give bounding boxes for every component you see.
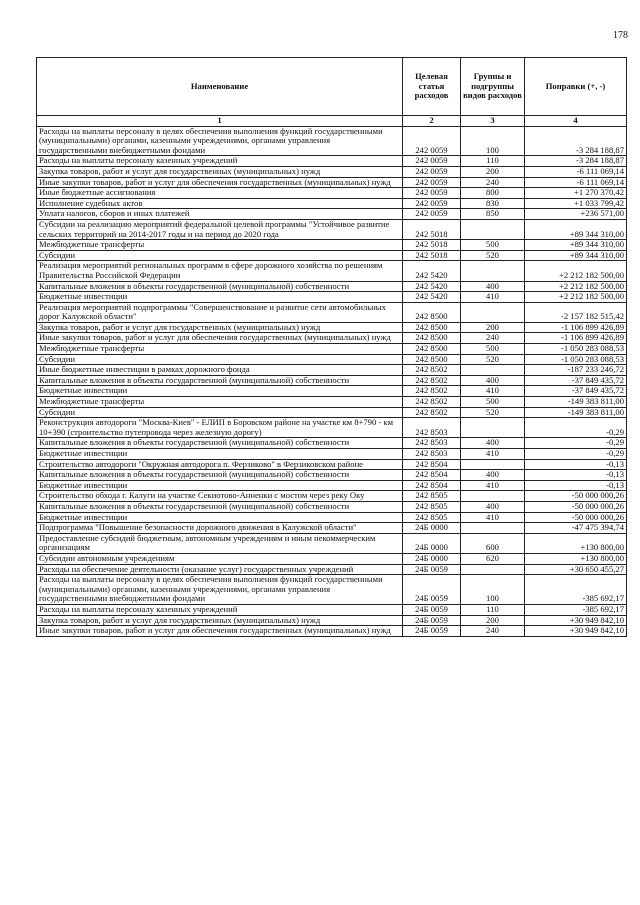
row-amount: -1 106 899 426,89 <box>525 322 627 333</box>
row-name: Бюджетные инвестиции <box>37 512 403 523</box>
table-row <box>37 344 627 355</box>
table-row <box>37 219 627 239</box>
table-row <box>37 386 627 397</box>
row-group: 400 <box>461 470 525 481</box>
row-amount: +89 344 310,00 <box>525 219 627 239</box>
row-amount: -3 284 188,87 <box>525 126 627 156</box>
row-code: 24Б 0059 <box>403 626 461 637</box>
column-number: 1 <box>37 116 403 127</box>
column-number: 2 <box>403 116 461 127</box>
row-amount: -50 000 000,26 <box>525 501 627 512</box>
row-amount: -149 383 811,00 <box>525 407 627 418</box>
row-amount: -50 000 000,26 <box>525 491 627 502</box>
row-amount: -2 157 182 515,42 <box>525 302 627 322</box>
row-group: 200 <box>461 322 525 333</box>
table-row <box>37 501 627 512</box>
row-group: 200 <box>461 166 525 177</box>
row-amount: +89 344 310,00 <box>525 250 627 261</box>
row-group: 400 <box>461 281 525 292</box>
row-group: 410 <box>461 449 525 460</box>
row-name: Иные закупки товаров, работ и услуг для обеспечения государственных (муниципальных) нужд <box>37 626 403 637</box>
row-code: 24Б 0059 <box>403 604 461 615</box>
table-row <box>37 480 627 491</box>
row-code: 242 8505 <box>403 512 461 523</box>
row-group: 400 <box>461 438 525 449</box>
row-group: 240 <box>461 626 525 637</box>
row-name: Реконструкция автодороги "Москва-Киев" - ЕЛИП в Боровском районе на участке км 8+790 - км 10+390 (строительство путепровода через железную дорогу) <box>37 418 403 438</box>
row-group: 520 <box>461 407 525 418</box>
table-row <box>37 333 627 344</box>
header-code: Целевая статья расходов <box>403 58 461 116</box>
row-name: Бюджетные инвестиции <box>37 292 403 303</box>
row-amount: +236 571,00 <box>525 209 627 220</box>
row-code: 242 8502 <box>403 365 461 376</box>
row-code: 242 0059 <box>403 126 461 156</box>
table-row <box>37 281 627 292</box>
table-row <box>37 553 627 564</box>
row-code: 242 8500 <box>403 344 461 355</box>
row-amount: +30 949 842,10 <box>525 615 627 626</box>
row-code: 242 5018 <box>403 250 461 261</box>
row-amount: +1 033 799,42 <box>525 198 627 209</box>
row-code: 242 0059 <box>403 166 461 177</box>
table-row <box>37 126 627 156</box>
row-code: 242 8502 <box>403 407 461 418</box>
row-group: 400 <box>461 375 525 386</box>
row-group <box>461 418 525 438</box>
row-code: 242 0059 <box>403 177 461 188</box>
row-code: 24Б 0000 <box>403 553 461 564</box>
row-code: 24Б 0059 <box>403 564 461 575</box>
table-row <box>37 418 627 438</box>
budget-amendments-table <box>36 57 627 637</box>
row-code: 242 8503 <box>403 449 461 460</box>
row-group: 100 <box>461 126 525 156</box>
row-group: 850 <box>461 209 525 220</box>
row-group: 520 <box>461 250 525 261</box>
row-name: Межбюджетные трансферты <box>37 397 403 408</box>
row-name: Расходы на выплаты персоналу в целях обеспечения выполнения функций государственными (муниципальными) органами, казенными учреждениями, органами управления государственными внебюджетными фондами <box>37 126 403 156</box>
row-name: Субсидии <box>37 250 403 261</box>
row-code: 242 5420 <box>403 292 461 303</box>
header-group: Группы и подгруппы видов расходов <box>461 58 525 116</box>
row-name: Капитальные вложения в объекты государственной (муниципальной) собственности <box>37 501 403 512</box>
page-number: 178 <box>613 30 628 41</box>
table-row <box>37 615 627 626</box>
row-group <box>461 365 525 376</box>
row-group <box>461 302 525 322</box>
table-row <box>37 512 627 523</box>
table-row <box>37 407 627 418</box>
row-code: 242 8500 <box>403 333 461 344</box>
row-name: Подпрограмма "Повышение безопасности дорожного движения в Калужской области" <box>37 523 403 534</box>
column-number: 3 <box>461 116 525 127</box>
row-code: 24Б 0059 <box>403 575 461 605</box>
table-row <box>37 177 627 188</box>
row-amount: -37 849 435,72 <box>525 375 627 386</box>
row-code: 242 8504 <box>403 480 461 491</box>
row-code: 242 8503 <box>403 438 461 449</box>
row-name: Бюджетные инвестиции <box>37 449 403 460</box>
row-code: 242 8500 <box>403 302 461 322</box>
table-row <box>37 397 627 408</box>
table-row <box>37 292 627 303</box>
row-amount: -0,29 <box>525 449 627 460</box>
table-row <box>37 491 627 502</box>
row-code: 24Б 0000 <box>403 533 461 553</box>
table-row <box>37 198 627 209</box>
row-group: 620 <box>461 553 525 564</box>
row-amount: -1 050 283 088,53 <box>525 354 627 365</box>
row-group: 100 <box>461 575 525 605</box>
row-code: 242 0059 <box>403 188 461 199</box>
row-name: Субсидии <box>37 407 403 418</box>
table-row <box>37 533 627 553</box>
row-group: 240 <box>461 177 525 188</box>
row-name: Субсидии автономным учреждениям <box>37 553 403 564</box>
row-group: 410 <box>461 386 525 397</box>
table-row <box>37 470 627 481</box>
row-name: Бюджетные инвестиции <box>37 480 403 491</box>
row-group: 410 <box>461 292 525 303</box>
column-number-row <box>37 116 627 127</box>
row-name: Предоставление субсидий бюджетным, автономным учреждениям и иным некоммерческим организациям <box>37 533 403 553</box>
row-amount: -3 284 188,87 <box>525 156 627 167</box>
row-code: 24Б 0000 <box>403 523 461 534</box>
row-group: 400 <box>461 501 525 512</box>
row-group <box>461 564 525 575</box>
table-row <box>37 604 627 615</box>
row-amount: -0,13 <box>525 470 627 481</box>
row-group: 110 <box>461 604 525 615</box>
row-group: 410 <box>461 480 525 491</box>
row-amount: -47 475 394,74 <box>525 523 627 534</box>
row-amount: -6 111 069,14 <box>525 177 627 188</box>
row-code: 242 5420 <box>403 261 461 281</box>
table-row <box>37 354 627 365</box>
row-amount: -50 000 000,26 <box>525 512 627 523</box>
row-amount: -0,13 <box>525 480 627 491</box>
row-group <box>461 219 525 239</box>
row-amount: +130 800,00 <box>525 553 627 564</box>
row-code: 242 8502 <box>403 386 461 397</box>
row-code: 242 8502 <box>403 375 461 386</box>
row-code: 242 8500 <box>403 354 461 365</box>
row-name: Строительство обхода г. Калуги на участке Секиотово-Анненки с мостом через реку Оку <box>37 491 403 502</box>
row-name: Бюджетные инвестиции <box>37 386 403 397</box>
row-name: Капитальные вложения в объекты государственной (муниципальной) собственности <box>37 375 403 386</box>
table-row <box>37 240 627 251</box>
row-name: Иные закупки товаров, работ и услуг для обеспечения государственных (муниципальных) нужд <box>37 177 403 188</box>
row-amount: -0,29 <box>525 438 627 449</box>
row-group: 500 <box>461 344 525 355</box>
row-amount: -385 692,17 <box>525 604 627 615</box>
table-row <box>37 250 627 261</box>
row-group: 410 <box>461 512 525 523</box>
row-name: Расходы на обеспечение деятельности (оказание услуг) государственных учреждений <box>37 564 403 575</box>
table-row <box>37 365 627 376</box>
row-code: 242 8500 <box>403 322 461 333</box>
row-group <box>461 523 525 534</box>
row-group: 600 <box>461 533 525 553</box>
table-row <box>37 166 627 177</box>
table-row <box>37 322 627 333</box>
row-amount: -1 106 899 426,89 <box>525 333 627 344</box>
row-group <box>461 261 525 281</box>
row-name: Иные бюджетные ассигнования <box>37 188 403 199</box>
column-number: 4 <box>525 116 627 127</box>
row-name: Субсидии <box>37 354 403 365</box>
table-row <box>37 626 627 637</box>
row-amount: -37 849 435,72 <box>525 386 627 397</box>
row-group: 520 <box>461 354 525 365</box>
row-code: 24Б 0059 <box>403 615 461 626</box>
row-code: 242 8504 <box>403 470 461 481</box>
row-name: Закупка товаров, работ и услуг для государственных (муниципальных) нужд <box>37 615 403 626</box>
row-amount: -385 692,17 <box>525 575 627 605</box>
row-amount: +30 949 842,10 <box>525 626 627 637</box>
row-amount: -0,13 <box>525 459 627 470</box>
row-group: 500 <box>461 240 525 251</box>
header-name: Наименование <box>37 58 403 116</box>
table-row <box>37 564 627 575</box>
row-code: 242 5018 <box>403 219 461 239</box>
row-amount: +2 212 182 500,00 <box>525 292 627 303</box>
row-name: Расходы на выплаты персоналу казенных учреждений <box>37 604 403 615</box>
row-name: Иные бюджетные инвестиции в рамках дорожного фонда <box>37 365 403 376</box>
table-row <box>37 438 627 449</box>
row-group: 830 <box>461 198 525 209</box>
row-amount: +1 270 370,42 <box>525 188 627 199</box>
table-row <box>37 302 627 322</box>
row-name: Расходы на выплаты персоналу казенных учреждений <box>37 156 403 167</box>
row-code: 242 8502 <box>403 397 461 408</box>
row-code: 242 8505 <box>403 501 461 512</box>
row-amount: -149 383 811,00 <box>525 397 627 408</box>
row-code: 242 8505 <box>403 491 461 502</box>
row-code: 242 0059 <box>403 156 461 167</box>
row-group: 110 <box>461 156 525 167</box>
row-group: 240 <box>461 333 525 344</box>
row-name: Расходы на выплаты персоналу в целях обеспечения выполнения функций государственными (муниципальными) органами, казенными учреждениями, органами управления государственными внебюджетными фондами <box>37 575 403 605</box>
row-name: Капитальные вложения в объекты государственной (муниципальной) собственности <box>37 470 403 481</box>
table-row <box>37 156 627 167</box>
row-code: 242 0059 <box>403 209 461 220</box>
row-code: 242 5018 <box>403 240 461 251</box>
table-row <box>37 449 627 460</box>
row-group: 500 <box>461 397 525 408</box>
row-group: 200 <box>461 615 525 626</box>
table-row <box>37 459 627 470</box>
row-code: 242 0059 <box>403 198 461 209</box>
row-name: Капитальные вложения в объекты государственной (муниципальной) собственности <box>37 281 403 292</box>
row-name: Реализация мероприятий региональных программ в сфере дорожного хозяйства по решениям Правительства Российской Федерации <box>37 261 403 281</box>
row-code: 242 8503 <box>403 418 461 438</box>
row-amount: -1 050 283 088,53 <box>525 344 627 355</box>
row-name: Субсидии на реализацию мероприятий федеральной целевой программы "Устойчивое развитие сельских территорий на 2014-2017 годы и на период до 2020 года <box>37 219 403 239</box>
row-amount: +2 212 182 500,00 <box>525 281 627 292</box>
row-name: Закупка товаров, работ и услуг для государственных (муниципальных) нужд <box>37 166 403 177</box>
row-amount: -0,29 <box>525 418 627 438</box>
row-name: Межбюджетные трансферты <box>37 240 403 251</box>
row-name: Реализация мероприятий подпрограммы "Совершенствование и развитие сети автомобильных дорог Калужской области" <box>37 302 403 322</box>
row-name: Капитальные вложения в объекты государственной (муниципальной) собственности <box>37 438 403 449</box>
row-code: 242 5420 <box>403 281 461 292</box>
row-name: Иные закупки товаров, работ и услуг для обеспечения государственных (муниципальных) нужд <box>37 333 403 344</box>
row-amount: +2 212 182 500,00 <box>525 261 627 281</box>
table-row <box>37 575 627 605</box>
table-row <box>37 261 627 281</box>
table-row <box>37 375 627 386</box>
row-amount: +130 800,00 <box>525 533 627 553</box>
row-code: 242 8504 <box>403 459 461 470</box>
row-name: Межбюджетные трансферты <box>37 344 403 355</box>
table-header-row <box>37 58 627 116</box>
table-row <box>37 188 627 199</box>
table-row <box>37 523 627 534</box>
row-amount: -6 111 069,14 <box>525 166 627 177</box>
row-amount: +89 344 310,00 <box>525 240 627 251</box>
row-amount: +30 650 455,27 <box>525 564 627 575</box>
row-amount: -187 233 246,72 <box>525 365 627 376</box>
row-name: Уплата налогов, сборов и иных платежей <box>37 209 403 220</box>
row-group <box>461 459 525 470</box>
table-row <box>37 209 627 220</box>
row-group: 800 <box>461 188 525 199</box>
row-name: Закупка товаров, работ и услуг для государственных (муниципальных) нужд <box>37 322 403 333</box>
row-name: Исполнение судебных актов <box>37 198 403 209</box>
header-amount: Поправки (+, -) <box>525 58 627 116</box>
row-name: Строительство автодороги "Окружная автодорога п. Ферзиково" в Ферзиковском районе <box>37 459 403 470</box>
row-group <box>461 491 525 502</box>
